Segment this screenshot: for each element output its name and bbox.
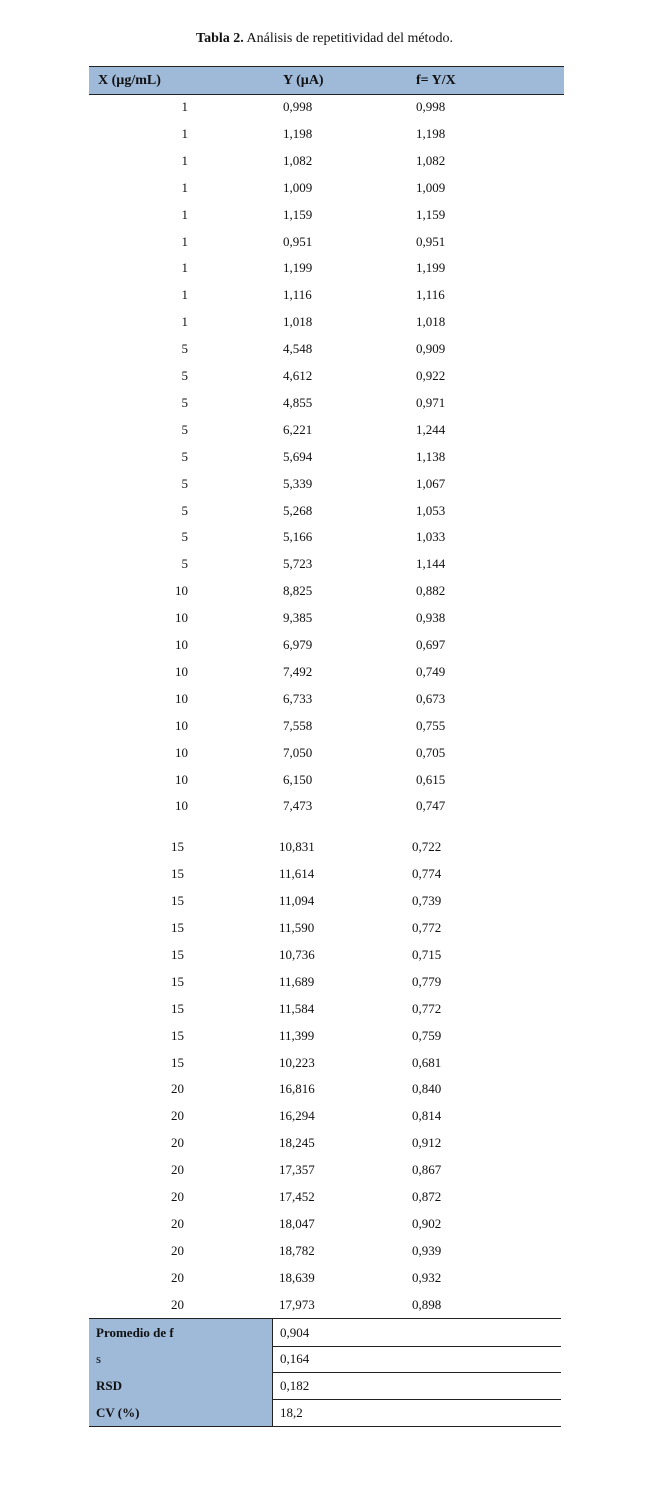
- cell-f: 0,922: [416, 368, 446, 383]
- cell-f: 0,722: [412, 839, 442, 855]
- cell-x: 10: [175, 798, 188, 814]
- table-row: [89, 254, 564, 281]
- table-row: [89, 1291, 564, 1318]
- table-row: [89, 1022, 564, 1049]
- cell-f: 0,882: [416, 583, 446, 599]
- cell-x: 5: [181, 502, 188, 518]
- cell-y: 7,492: [283, 663, 313, 679]
- cell-x: 1: [181, 179, 188, 195]
- table-row: [89, 887, 564, 914]
- cell-y: 11,094: [279, 893, 315, 909]
- table-row: [89, 389, 564, 416]
- table-row: [89, 712, 564, 739]
- table-row: [89, 443, 564, 470]
- table-row: [89, 1156, 564, 1183]
- summary-row: [89, 1399, 561, 1427]
- cell-y: 5,339: [283, 475, 313, 491]
- cell-f: 0,939: [412, 1242, 442, 1258]
- cell-y: 11,614: [279, 866, 315, 882]
- cell-y: 6,150: [283, 771, 313, 787]
- cell-f: 0,715: [412, 946, 442, 962]
- cell-y: 6,733: [283, 690, 313, 706]
- table-row: [89, 147, 564, 174]
- cell-y: 1,116: [283, 287, 312, 303]
- cell-y: 1,009: [283, 179, 313, 195]
- table-row: [89, 914, 564, 941]
- table-row: [89, 1264, 564, 1291]
- table-row: [89, 201, 564, 228]
- cell-x: 10: [175, 663, 188, 679]
- cell-x: 20: [171, 1242, 184, 1258]
- cell-x: 15: [171, 893, 184, 909]
- cell-y: 6,221: [283, 421, 313, 437]
- cell-f: 0,902: [412, 1215, 442, 1231]
- table-row: [89, 604, 564, 631]
- cell-x: 5: [181, 341, 188, 357]
- cell-y: 1,082: [283, 152, 313, 168]
- table-row: [89, 792, 564, 819]
- cell-x: 1: [181, 314, 188, 330]
- cell-y: 5,166: [283, 529, 313, 545]
- cell-x: 10: [175, 610, 188, 626]
- cell-f: 0,938: [416, 610, 446, 626]
- cell-x: 5: [181, 368, 188, 383]
- cell-f: 0,673: [416, 690, 446, 706]
- cell-f: 1,082: [416, 152, 446, 168]
- cell-x: 1: [181, 99, 188, 114]
- cell-f: 1,244: [416, 421, 446, 437]
- cell-f: 0,772: [412, 920, 442, 935]
- cell-x: 1: [181, 260, 188, 276]
- cell-y: 5,723: [283, 556, 313, 572]
- cell-x: 15: [171, 1054, 184, 1070]
- cell-f: 0,774: [412, 866, 442, 882]
- table-row: [89, 1102, 564, 1129]
- cell-x: 1: [181, 125, 188, 141]
- table-row: [89, 685, 564, 712]
- cell-y: 5,268: [283, 502, 313, 518]
- cell-y: 7,558: [283, 717, 313, 733]
- cell-f: 1,009: [416, 179, 446, 195]
- cell-f: 1,033: [416, 529, 446, 545]
- cell-y: 0,998: [283, 99, 313, 114]
- table-caption: [0, 31, 649, 47]
- cell-f: 1,138: [416, 448, 446, 464]
- table-row: [89, 362, 564, 389]
- cell-x: 1: [181, 206, 188, 222]
- cell-x: 5: [181, 394, 188, 410]
- table-row: [89, 308, 564, 335]
- cell-f: 1,199: [416, 260, 446, 276]
- table-row: [89, 281, 564, 308]
- summary-value: 0,904: [280, 1325, 310, 1340]
- cell-f: 0,772: [412, 1000, 442, 1016]
- cell-f: 1,116: [416, 287, 445, 303]
- header-x: X (µg/mL): [98, 73, 161, 88]
- table-row: [89, 1075, 564, 1102]
- cell-y: 6,979: [283, 637, 313, 652]
- cell-f: 0,681: [412, 1054, 442, 1070]
- cell-f: 0,951: [416, 233, 446, 249]
- summary-value: 18,2: [280, 1405, 303, 1420]
- cell-f: 0,932: [412, 1269, 442, 1285]
- table-row: [89, 739, 564, 766]
- table-row: [89, 1129, 564, 1156]
- table-row: [89, 995, 564, 1022]
- table-row: [89, 228, 564, 255]
- cell-f: 0,814: [412, 1108, 442, 1124]
- cell-x: 20: [171, 1081, 184, 1097]
- table-row: [89, 577, 564, 604]
- table-row: [89, 860, 564, 887]
- cell-f: 0,867: [412, 1162, 442, 1178]
- cell-y: 18,639: [279, 1269, 315, 1285]
- summary-label-cell: [89, 1345, 272, 1372]
- summary-row: [89, 1345, 561, 1373]
- cell-f: 0,912: [412, 1135, 442, 1151]
- cell-x: 20: [171, 1189, 184, 1204]
- table-row: [89, 766, 564, 793]
- table-row: [89, 523, 564, 550]
- cell-f: 0,747: [416, 798, 446, 814]
- summary-value: 0,182: [280, 1378, 310, 1393]
- cell-f: 0,971: [416, 394, 446, 410]
- cell-f: 1,067: [416, 475, 446, 491]
- summary-label: Promedio de f: [96, 1325, 174, 1340]
- table-row: [89, 1210, 564, 1237]
- cell-y: 4,612: [283, 368, 313, 383]
- cell-y: 7,050: [283, 744, 313, 760]
- cell-x: 15: [171, 1000, 184, 1016]
- cell-x: 10: [175, 771, 188, 787]
- cell-y: 9,385: [283, 610, 313, 626]
- cell-f: 0,909: [416, 341, 446, 357]
- summary-label-cell: [89, 1372, 272, 1399]
- cell-y: 10,831: [279, 839, 315, 855]
- cell-x: 1: [181, 233, 188, 249]
- cell-y: 11,399: [279, 1027, 315, 1043]
- table-row: [89, 1049, 564, 1076]
- table-row: [89, 941, 564, 968]
- table-row: [89, 833, 564, 860]
- cell-x: 5: [181, 421, 188, 437]
- cell-x: 15: [171, 973, 184, 989]
- cell-x: 10: [175, 690, 188, 706]
- summary-value: 0,164: [280, 1351, 310, 1366]
- table-row: [89, 174, 564, 201]
- cell-x: 5: [181, 556, 188, 572]
- cell-x: 15: [171, 1027, 184, 1043]
- caption-text: Análisis de repetitividad del método.: [243, 31, 453, 46]
- cell-y: 7,473: [283, 798, 313, 814]
- cell-y: 17,452: [279, 1189, 315, 1204]
- cell-y: 1,198: [283, 125, 313, 141]
- cell-f: 0,898: [412, 1296, 442, 1312]
- cell-y: 18,245: [279, 1135, 315, 1151]
- cell-x: 15: [171, 946, 184, 962]
- cell-f: 1,053: [416, 502, 446, 518]
- cell-y: 11,689: [279, 973, 315, 989]
- cell-y: 0,951: [283, 233, 313, 249]
- cell-f: 0,998: [416, 99, 446, 114]
- cell-x: 20: [171, 1162, 184, 1178]
- cell-x: 15: [171, 920, 184, 935]
- cell-f: 0,697: [416, 637, 446, 652]
- cell-f: 0,759: [412, 1027, 442, 1043]
- cell-x: 10: [175, 717, 188, 733]
- cell-x: 5: [181, 475, 188, 491]
- summary-label-cell: [89, 1399, 272, 1426]
- cell-x: 15: [171, 866, 184, 882]
- cell-f: 0,872: [412, 1189, 442, 1204]
- cell-y: 18,782: [279, 1242, 315, 1258]
- cell-f: 1,018: [416, 314, 446, 330]
- cell-x: 20: [171, 1269, 184, 1285]
- cell-x: 10: [175, 637, 188, 652]
- cell-f: 0,840: [412, 1081, 442, 1097]
- cell-f: 0,755: [416, 717, 446, 733]
- summary-row: [89, 1318, 561, 1347]
- cell-y: 17,357: [279, 1162, 315, 1178]
- cell-x: 5: [181, 529, 188, 545]
- summary-label: CV (%): [96, 1405, 140, 1420]
- cell-y: 10,736: [279, 946, 315, 962]
- summary-label: s: [96, 1351, 102, 1366]
- cell-f: 0,739: [412, 893, 442, 909]
- table-row: [89, 550, 564, 577]
- summary-label-cell: [89, 1319, 272, 1346]
- cell-y: 5,694: [283, 448, 313, 464]
- table-row: [89, 120, 564, 147]
- cell-f: 1,198: [416, 125, 446, 141]
- table-row: [89, 1183, 564, 1210]
- cell-y: 8,825: [283, 583, 313, 599]
- summary-row: [89, 1372, 561, 1400]
- cell-x: 10: [175, 583, 188, 599]
- cell-f: 0,749: [416, 663, 446, 679]
- table-header: [89, 66, 564, 95]
- cell-y: 4,548: [283, 341, 313, 357]
- table-row: [89, 658, 564, 685]
- cell-x: 15: [171, 839, 184, 855]
- caption-label: Tabla 2.: [196, 31, 244, 46]
- cell-x: 20: [171, 1135, 184, 1151]
- cell-x: 20: [171, 1296, 184, 1312]
- summary-label: RSD: [96, 1378, 123, 1393]
- cell-y: 17,973: [279, 1296, 315, 1312]
- header-y: Y (µA): [283, 73, 324, 88]
- cell-y: 16,816: [279, 1081, 315, 1097]
- table-row: [89, 416, 564, 443]
- cell-x: 1: [181, 152, 188, 168]
- cell-f: 0,705: [416, 744, 446, 760]
- cell-f: 0,615: [416, 771, 446, 787]
- cell-y: 18,047: [279, 1215, 315, 1231]
- table-row: [89, 93, 564, 120]
- cell-y: 4,855: [283, 394, 313, 410]
- cell-x: 20: [171, 1108, 184, 1124]
- cell-x: 5: [181, 448, 188, 464]
- cell-y: 11,584: [279, 1000, 315, 1016]
- cell-f: 1,159: [416, 206, 446, 222]
- cell-x: 20: [171, 1215, 184, 1231]
- header-f: f= Y/X: [416, 73, 456, 88]
- cell-f: 1,144: [416, 556, 446, 572]
- cell-x: 1: [181, 287, 188, 303]
- table-row: [89, 631, 564, 658]
- cell-y: 1,159: [283, 206, 313, 222]
- table-row: [89, 968, 564, 995]
- cell-y: 10,223: [279, 1054, 315, 1070]
- cell-y: 11,590: [279, 920, 315, 935]
- cell-y: 16,294: [279, 1108, 315, 1124]
- cell-x: 10: [175, 744, 188, 760]
- table-row: [89, 470, 564, 497]
- table-row: [89, 335, 564, 362]
- cell-y: 1,018: [283, 314, 313, 330]
- table-row: [89, 497, 564, 524]
- cell-f: 0,779: [412, 973, 442, 989]
- cell-y: 1,199: [283, 260, 313, 276]
- table-row: [89, 1237, 564, 1264]
